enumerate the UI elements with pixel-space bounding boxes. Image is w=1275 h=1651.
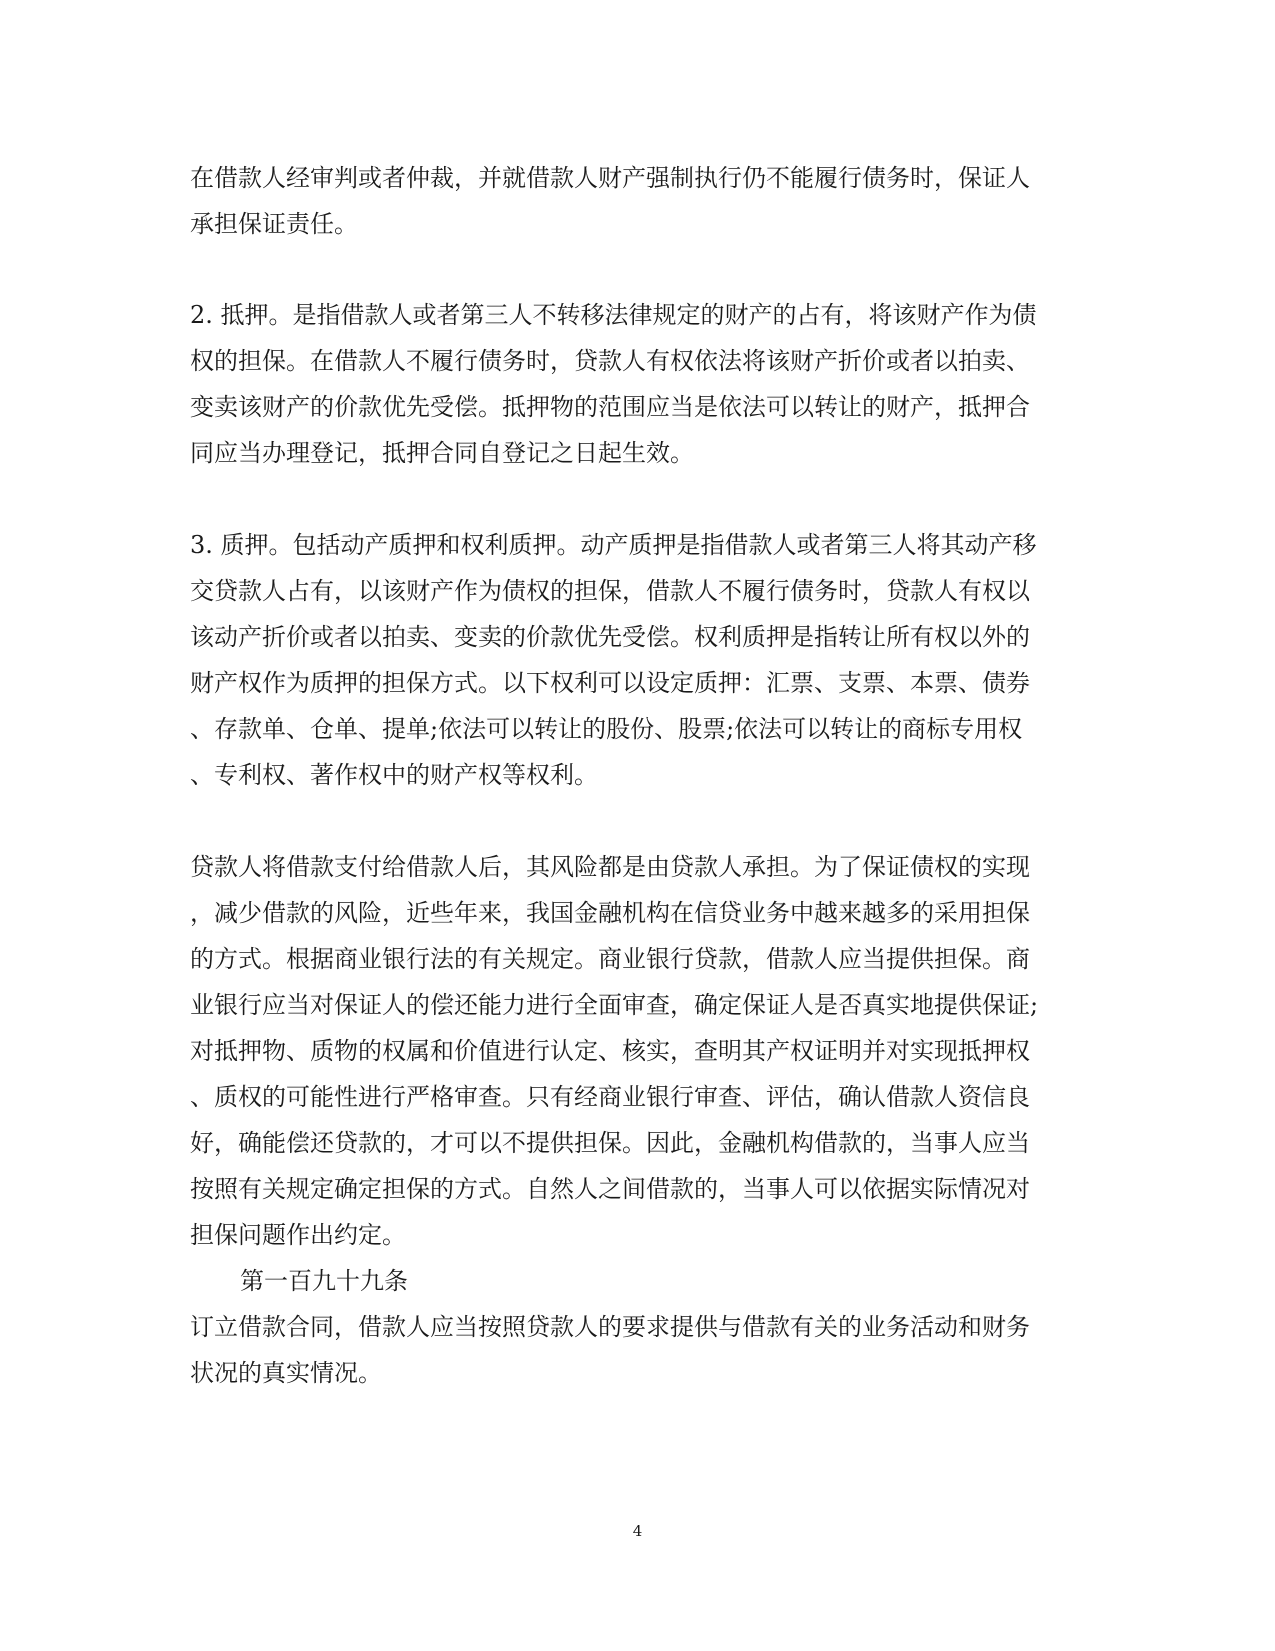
paragraph-3-line-6: 好，确能偿还贷款的，才可以不提供担保。因此，金融机构借款的，当事人应当 (190, 1129, 1030, 1157)
paragraph-2-line-0: 3. 质押。包括动产质押和权利质押。动产质押是指借款人或者第三人将其动产移 (190, 531, 1037, 559)
paragraph-3-line-0: 贷款人将借款支付给借款人后，其风险都是由贷款人承担。为了保证债权的实现 (190, 853, 1030, 881)
paragraph-4-line-0: 订立借款合同，借款人应当按照贷款人的要求提供与借款有关的业务活动和财务 (190, 1313, 1030, 1341)
paragraph-0-line-1: 承担保证责任。 (190, 210, 358, 238)
paragraph-3-line-3: 业银行应当对保证人的偿还能力进行全面审查，确定保证人是否真实地提供保证; (190, 991, 1039, 1019)
paragraph-3-line-5: 、质权的可能性进行严格审查。只有经商业银行审查、评估，确认借款人资信良 (190, 1083, 1030, 1111)
paragraph-2-line-3: 财产权作为质押的担保方式。以下权利可以设定质押：汇票、支票、本票、债券 (190, 669, 1030, 697)
paragraph-3-line-1: ，减少借款的风险，近些年来，我国金融机构在信贷业务中越来越多的采用担保 (190, 899, 1030, 927)
paragraph-0-line-0: 在借款人经审判或者仲裁，并就借款人财产强制执行仍不能履行债务时，保证人 (190, 164, 1030, 192)
paragraph-3-line-7: 按照有关规定确定担保的方式。自然人之间借款的，当事人可以依据实际情况对 (190, 1175, 1030, 1203)
paragraph-1-line-1: 权的担保。在借款人不履行债务时，贷款人有权依法将该财产折价或者以拍卖、 (190, 347, 1030, 375)
article-heading: 第一百九十九条 (240, 1267, 408, 1295)
paragraph-4-line-1: 状况的真实情况。 (190, 1359, 382, 1387)
paragraph-1-line-0: 2. 抵押。是指借款人或者第三人不转移法律规定的财产的占有，将该财产作为债 (190, 301, 1037, 329)
paragraph-3-line-2: 的方式。根据商业银行法的有关规定。商业银行贷款，借款人应当提供担保。商 (190, 945, 1030, 973)
page-number: 4 (632, 1522, 643, 1540)
paragraph-1-line-2: 变卖该财产的价款优先受偿。抵押物的范围应当是依法可以转让的财产，抵押合 (190, 393, 1030, 421)
paragraph-2-line-5: 、专利权、著作权中的财产权等权利。 (190, 761, 598, 789)
paragraph-3-line-8: 担保问题作出约定。 (190, 1221, 406, 1249)
paragraph-1-line-3: 同应当办理登记，抵押合同自登记之日起生效。 (190, 439, 694, 467)
paragraph-2-line-4: 、存款单、仓单、提单;依法可以转让的股份、股票;依法可以转让的商标专用权 (190, 715, 1023, 743)
paragraph-2-line-1: 交贷款人占有，以该财产作为债权的担保，借款人不履行债务时，贷款人有权以 (190, 577, 1030, 605)
paragraph-2-line-2: 该动产折价或者以拍卖、变卖的价款优先受偿。权利质押是指转让所有权以外的 (190, 623, 1030, 651)
paragraph-3-line-4: 对抵押物、质物的权属和价值进行认定、核实，查明其产权证明并对实现抵押权 (190, 1037, 1030, 1065)
